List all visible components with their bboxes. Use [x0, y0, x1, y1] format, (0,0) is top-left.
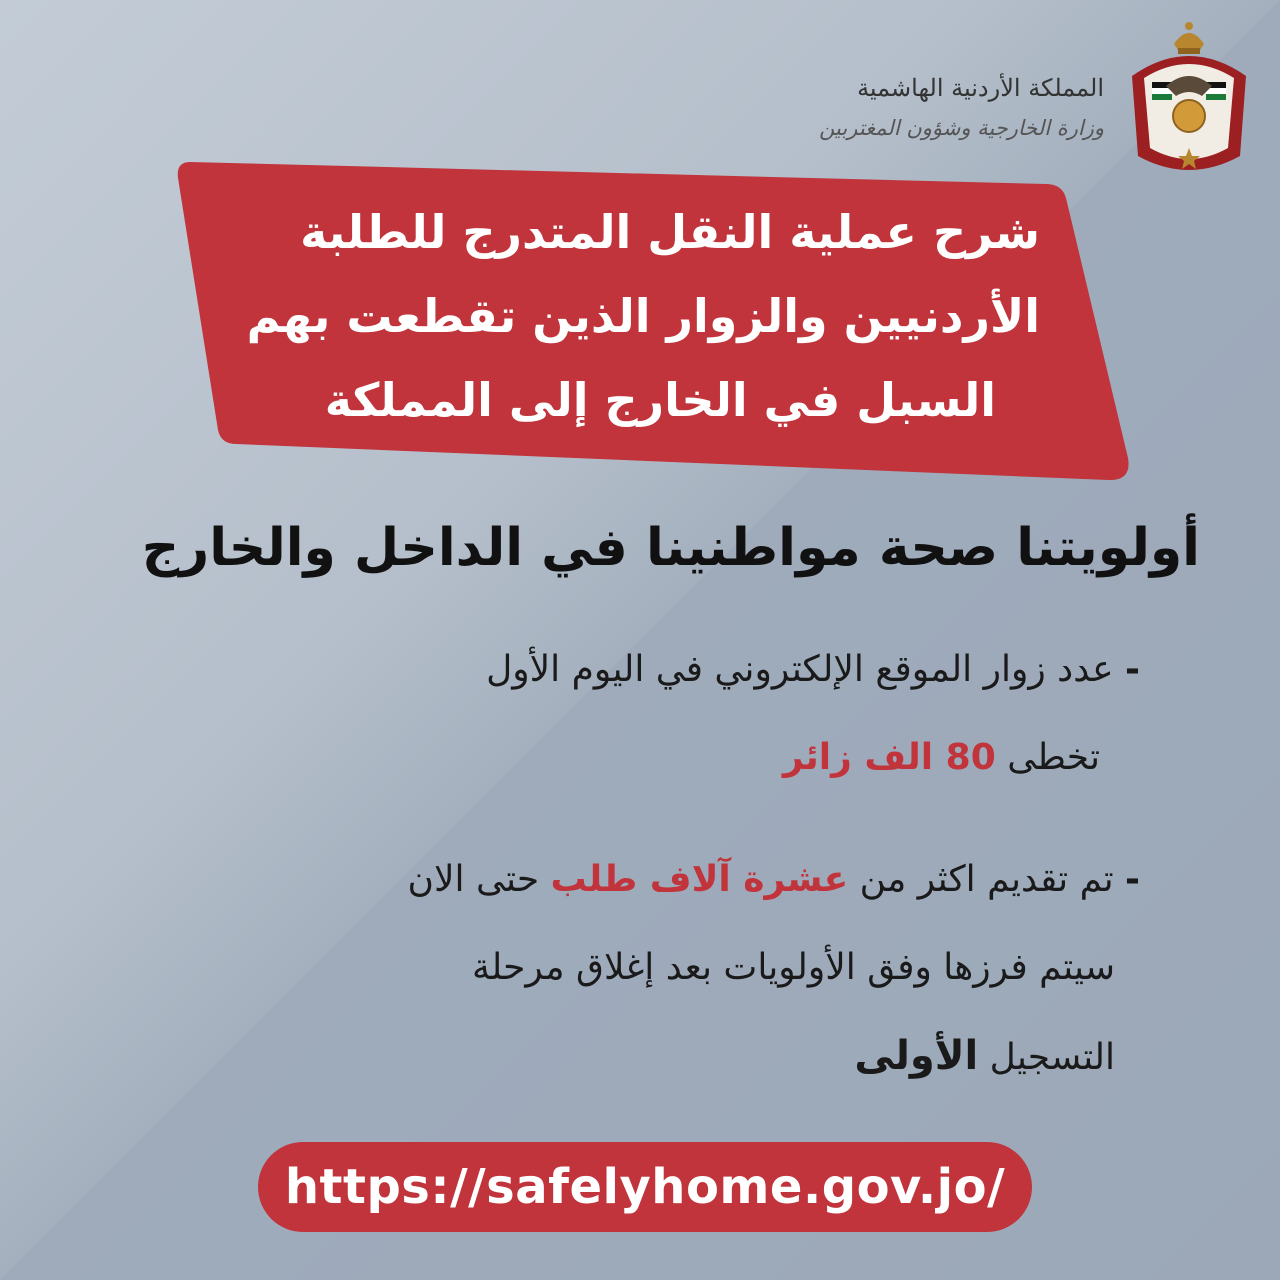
bullet-2-line-1: [408, 856, 1140, 904]
bullet-1-line-2: [783, 734, 1100, 782]
bullet-2-suffix: حتى الان: [407, 859, 540, 900]
ministry-line-1: المملكة الأردنية الهاشمية: [857, 74, 1104, 102]
ministry-line-2: وزارة الخارجية وشؤون المغتربين: [819, 116, 1104, 140]
bullet-2-prefix: تم تقديم اكثر من: [859, 859, 1114, 900]
bullet-dash: -: [1125, 859, 1140, 900]
title-banner: [240, 190, 1040, 442]
bullet-2-line-3: [854, 1032, 1115, 1080]
headline: أولويتنا صحة مواطنينا في الداخل والخارج: [141, 518, 1200, 578]
bullet-1-line-1: [486, 646, 1140, 694]
bullet-2-line-3-bold: الأولى: [854, 1033, 979, 1079]
bullet-2-line-2: سيتم فرزها وفق الأولويات بعد إغلاق مرحلة: [471, 947, 1115, 988]
bullet-dash: -: [1125, 649, 1140, 690]
bullet-2-highlight: عشرة آلاف طلب: [550, 859, 849, 900]
bullet-2-line-3-prefix: التسجيل: [989, 1037, 1115, 1078]
bullet-1-text: عدد زوار الموقع الإلكتروني في اليوم الأول: [486, 649, 1114, 690]
banner-line-2: الأردنيين والزوار الذين تقطعت بهم: [246, 289, 1040, 343]
bullet-1-highlight: 80 الف زائر: [782, 737, 996, 778]
banner-line-1: شرح عملية النقل المتدرج للطلبة: [300, 205, 1040, 259]
website-url-link[interactable]: https://safelyhome.gov.jo/: [258, 1142, 1032, 1232]
banner-line-3: السبل في الخارج إلى المملكة: [324, 373, 996, 427]
bullet-1-cont-prefix: تخطى: [1007, 737, 1100, 778]
